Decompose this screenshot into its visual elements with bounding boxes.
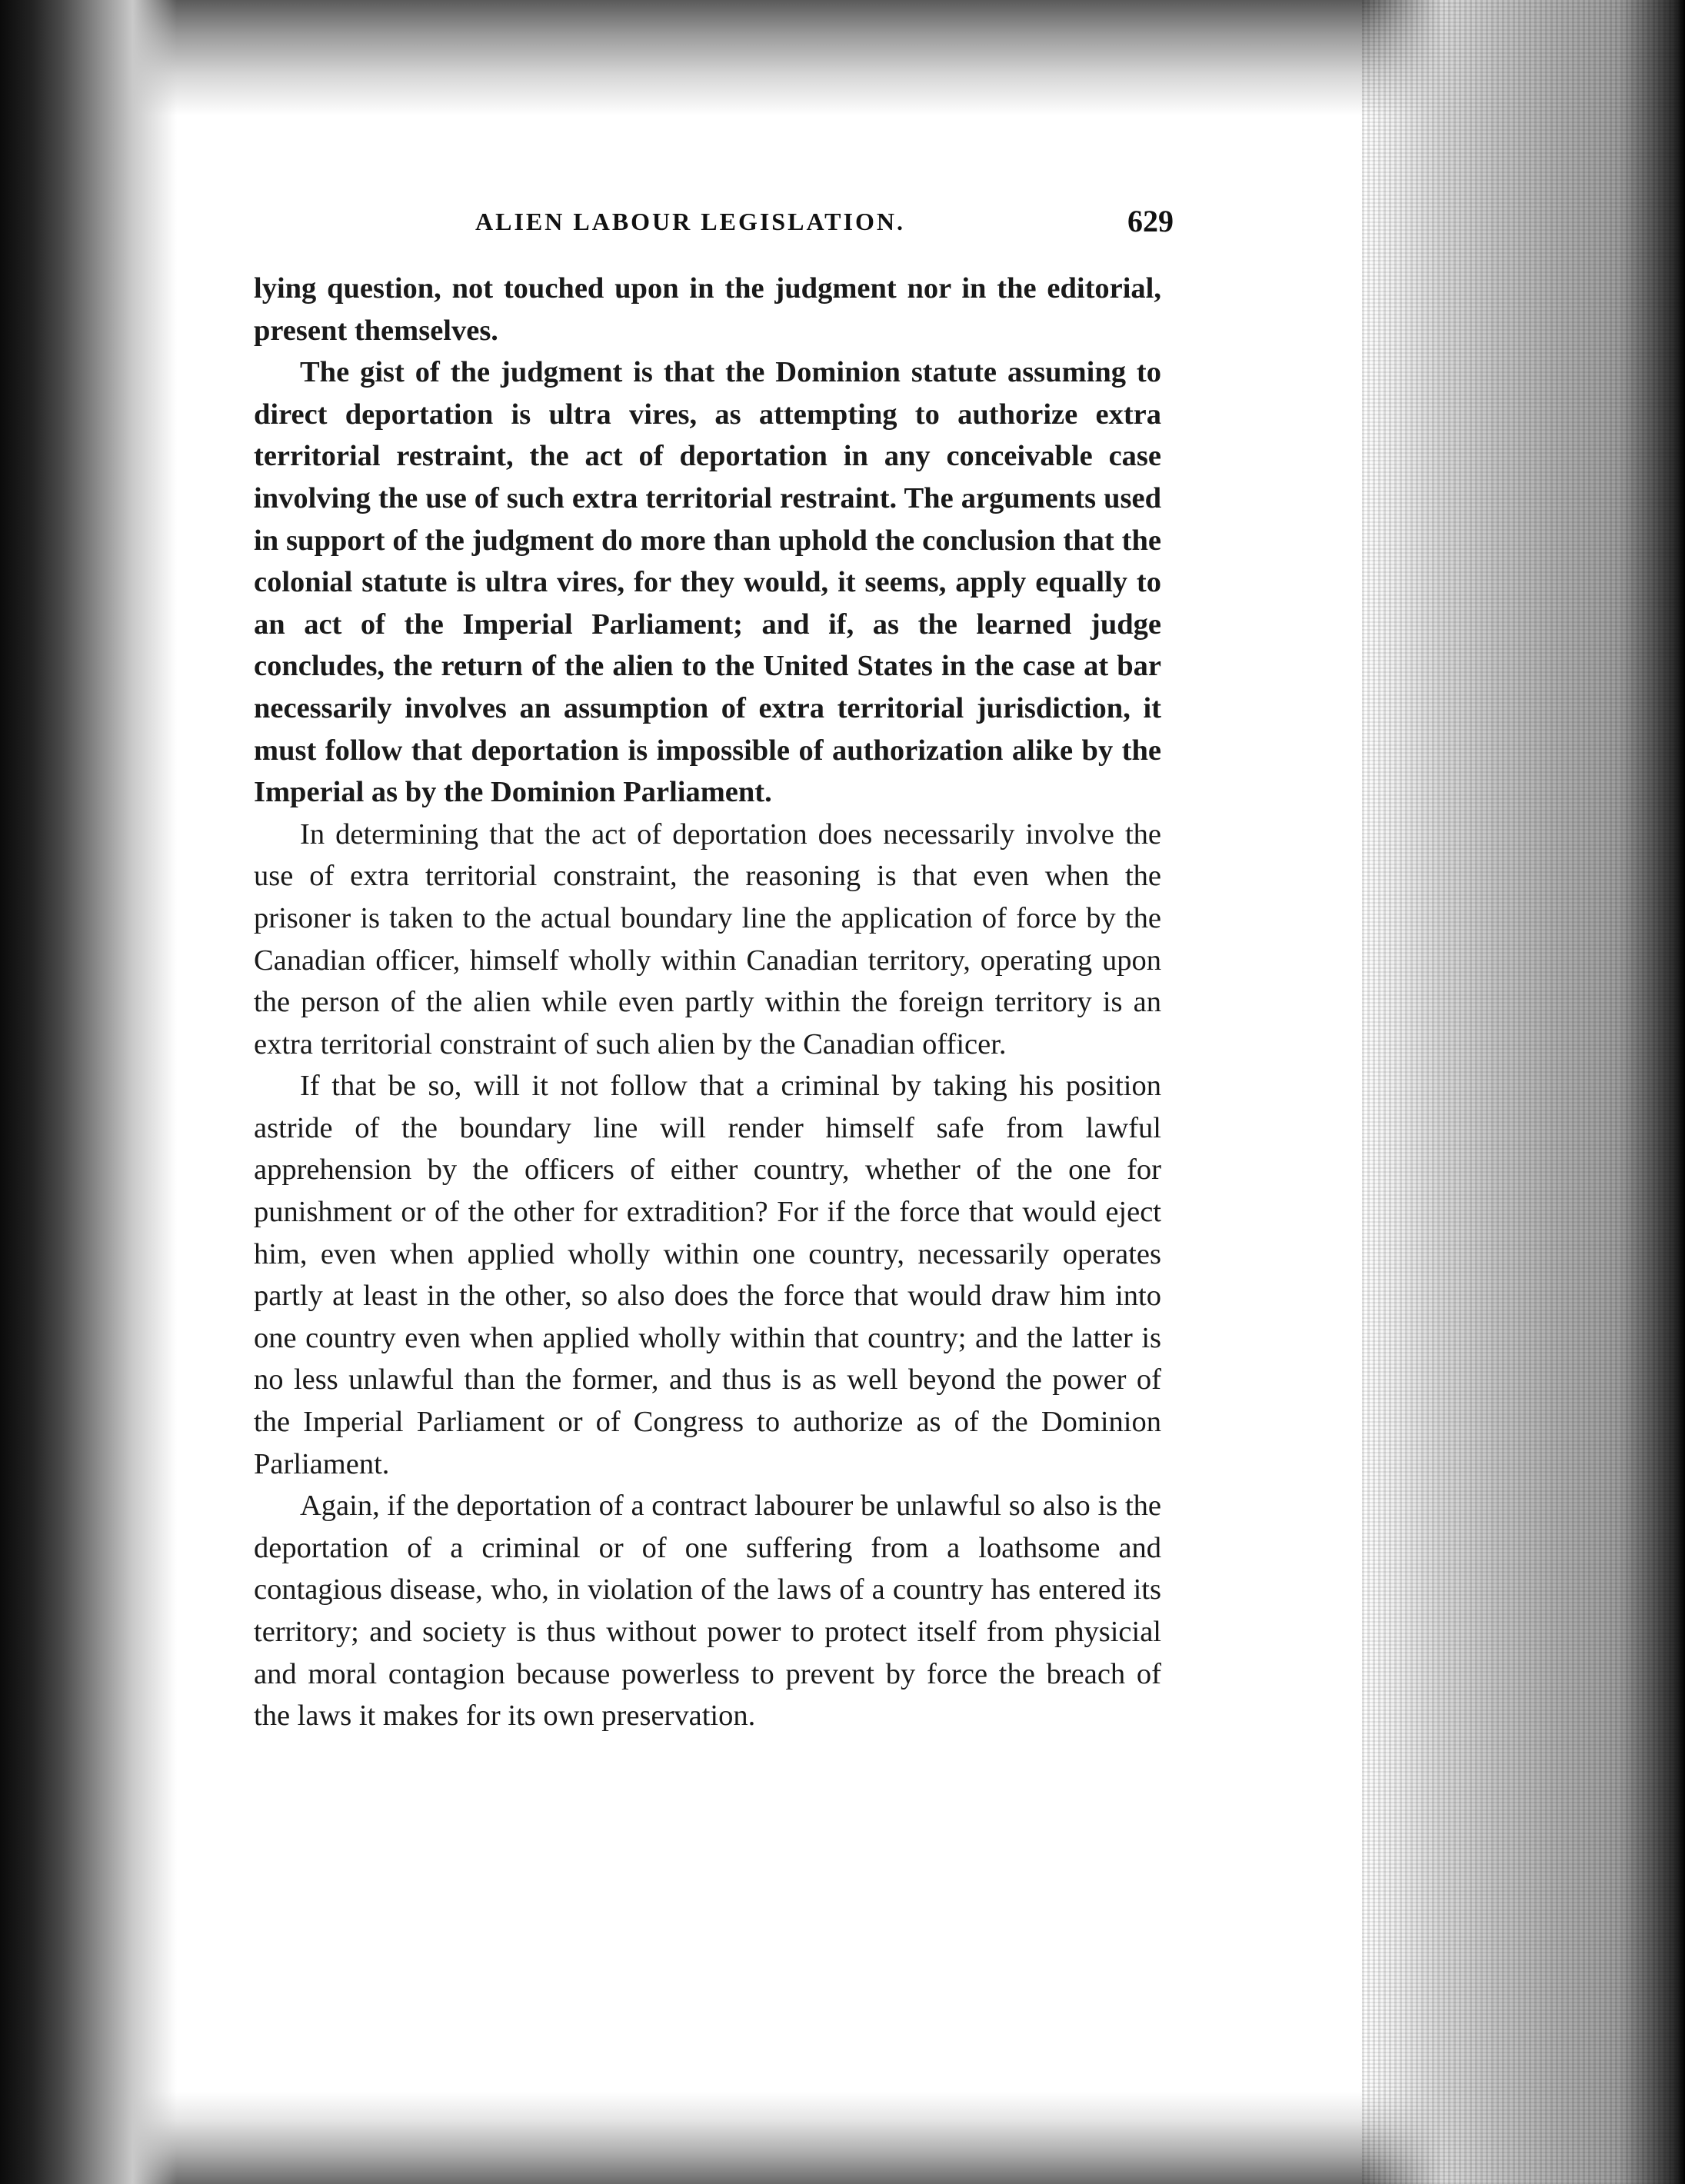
page-number: 629 bbox=[1127, 204, 1174, 238]
paragraph-continuation: lying question, not touched upon in the judgment nor in the editorial, present themselves. bbox=[254, 272, 1161, 347]
scan-shadow-left bbox=[0, 0, 177, 2184]
body-text bbox=[254, 268, 1161, 1737]
paragraph-determining-deportation: In determining that the act of deportation does necessarily involve the use of extra territorial constraint, the reasoning is that even when the prisoner is taken to the actual boundary line the application of force by the Canadian officer, himself wholly within Canadian territory, operating upon the person of the alien while even partly within the foreign territory is an extra territorial constraint of such alien by the Canadian officer. bbox=[254, 817, 1161, 1060]
paragraph-contract-labourer: Again, if the deportation of a contract labourer be unlawful so also is the deportation of a criminal or of one suffering from a loathsome and contagious disease, who, in violation of the laws of a country has entered its territory; and society is thus without power to protect itself from physicial and moral contagion because powerless to prevent by force the breach of the laws it makes for its own preservation. bbox=[254, 1490, 1161, 1733]
paragraph-gist-of-judgment: The gist of the judgment is that the Dominion statute assuming to direct deportation is ultra vires, as attempting to authorize extra territorial restraint, the act of deportation in any conceivable case involving the use of such extra territorial restraint. The arguments used in support of the judgment do more than uphold the conclusion that the colonial statute is ultra vires, for they would, it seems, apply equally to an act of the Imperial Parliament; and if, as the learned judge concludes, the return of the alien to the United States in the case at bar necessarily involves an assumption of extra territorial jurisdiction, it must follow that deportation is impossible of authorization alike by the Imperial as by the Dominion Parliament. bbox=[254, 356, 1161, 809]
running-title: ALIEN LABOUR LEGISLATION. bbox=[475, 208, 905, 235]
running-head bbox=[254, 204, 1174, 254]
paragraph-criminal-astride-boundary: If that be so, will it not follow that a criminal by taking his position astride of the boundary line will render himself safe from lawful apprehension by the officers of either country, whether of the one for punishment or of the other for extradition? For if the force that would eject him, even when applied wholly within one country, necessarily operates partly at least in the other, so also does the force that would draw him into one country even when applied wholly within that country; and the latter is no less unlawful than the former, and thus is as well beyond the power of the Imperial Parliament or of Congress to authorize as of the Dominion Parliament. bbox=[254, 1070, 1161, 1480]
scan-shadow-right bbox=[1362, 0, 1685, 2184]
book-page bbox=[254, 204, 1174, 1737]
